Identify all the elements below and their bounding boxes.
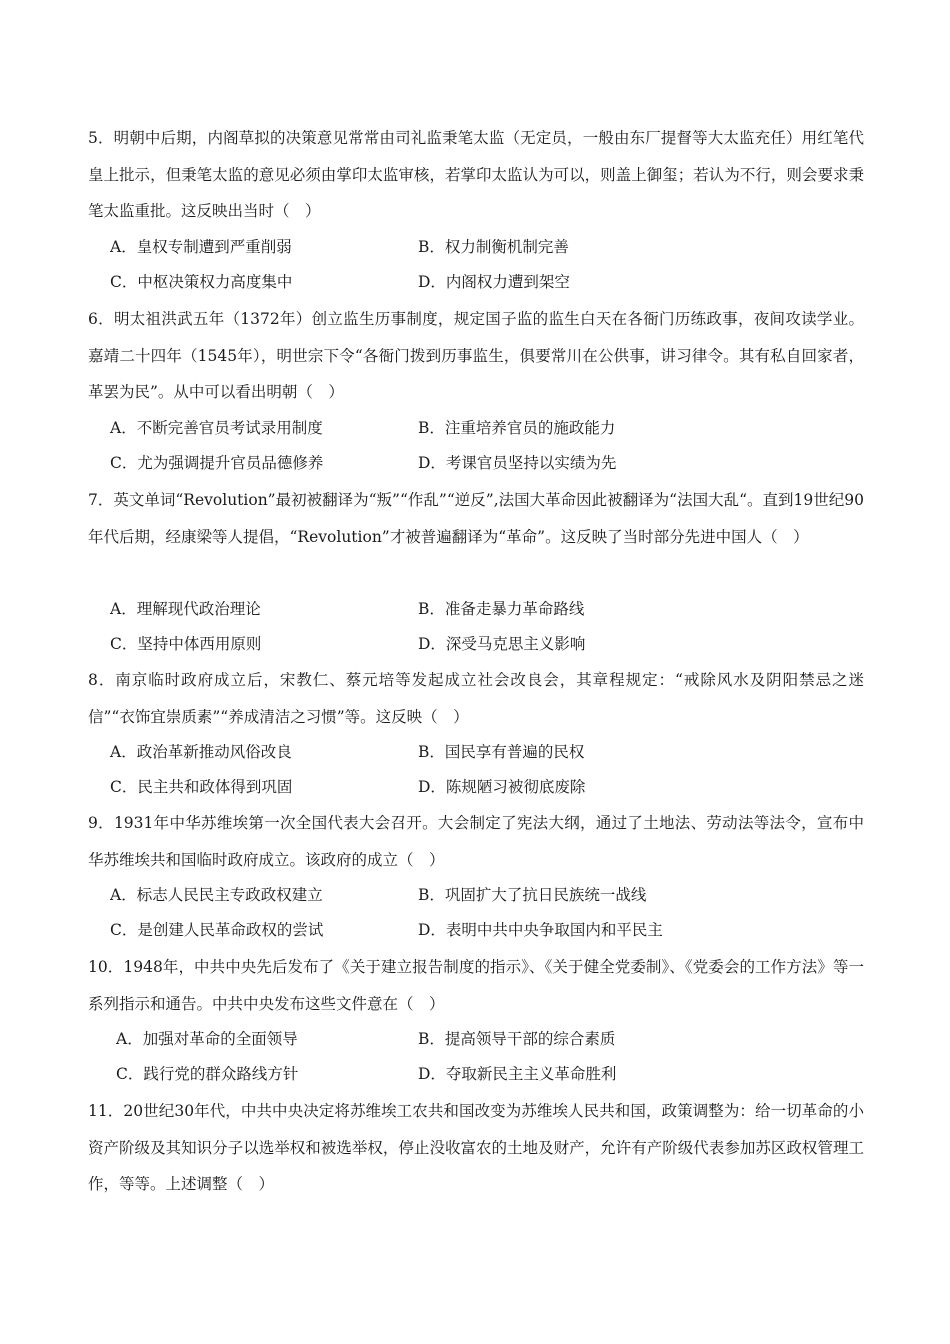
question-10-option-c[interactable]: C．践行党的群众路线方针 [116,1065,299,1083]
question-10-option-d[interactable]: D．夺取新民主主义革命胜利 [418,1065,617,1083]
question-10-option-a[interactable]: A．加强对革命的全面领导 [116,1030,298,1048]
question-10-options-row-1 [116,1022,856,1057]
question-7-option-b[interactable]: B．准备走暴力革命路线 [418,600,585,618]
question-6-option-a[interactable]: A．不断完善官员考试录用制度 [110,419,323,437]
question-8-option-a[interactable]: A．政治革新推动风俗改良 [110,743,292,761]
question-8-stem: 8．南京临时政府成立后，宋教仁、蔡元培等发起成立社会改良会，其章程规定：“戒除风水及阴阳禁忌之迷信”“衣饰宜崇质素”“养成清洁之习惯”等。这反映（ ） [88,671,864,726]
question-5-option-c[interactable]: C．中枢决策权力高度集中 [110,273,293,291]
question-6-stem: 6．明太祖洪武五年（1372年）创立监生历事制度，规定国子监的监生白天在各衙门历练政事，夜间攻读学业。嘉靖二十四年（1545年），明世宗下令“各衙门拨到历事监生，俱要常川在公供事，讲习律令。其有私自回家者，革罢为民”。从中可以看出明朝（ ） [88,310,864,401]
question-9-options-row-2 [110,913,850,948]
question-9-option-b[interactable]: B．巩固扩大了抗日民族统一战线 [418,886,647,904]
question-10-options-row-2 [116,1057,856,1092]
question-7-stem: 7．英文单词“Revolution”最初被翻译为“叛”“作乱”“逆反”,法国大革命因此被翻译为“法国大乱“。直到19世纪90年代后期，经康梁等人提倡，“Revolution”才被普遍翻译为“革命”。这反映了当时部分先进中国人（ ） [88,491,864,546]
question-6-options-row-2 [110,446,850,481]
question-6-option-d[interactable]: D．考课官员坚持以实绩为先 [418,454,617,472]
question-10-option-b[interactable]: B．提高领导干部的综合素质 [418,1030,616,1048]
question-5-option-d[interactable]: D．内阁权力遭到架空 [418,273,570,291]
question-8-option-d[interactable]: D．陈规陋习被彻底废除 [418,778,586,796]
question-6-options-row-1 [110,411,850,446]
question-7-option-a[interactable]: A．理解现代政治理论 [110,600,261,618]
question-8-options-row-2 [110,770,850,805]
question-7-options-row-1 [110,592,850,627]
question-5-options-row-2 [110,265,850,300]
question-9-option-c[interactable]: C．是创建人民革命政权的尝试 [110,921,324,939]
question-7-options-row-2 [110,627,850,662]
question-9-options-row-1 [110,878,850,913]
question-6-option-c[interactable]: C．尤为强调提升官员品德修养 [110,454,324,472]
question-5-option-b[interactable]: B．权力制衡机制完善 [418,238,569,256]
question-8-options-row-1 [110,735,850,770]
question-5-options-row-1 [110,230,850,265]
question-7-option-c[interactable]: C．坚持中体西用原则 [110,635,262,653]
question-9-stem: 9．1931年中华苏维埃第一次全国代表大会召开。大会制定了宪法大纲，通过了土地法、劳动法等法令，宣布中华苏维埃共和国临时政府成立。该政府的成立（ ） [88,814,864,869]
question-8-option-b[interactable]: B．国民享有普遍的民权 [418,743,585,761]
question-5-option-a[interactable]: A．皇权专制遭到严重削弱 [110,238,292,256]
question-9-option-d[interactable]: D．表明中共中央争取国内和平民主 [418,921,663,939]
question-6-option-b[interactable]: B．注重培养官员的施政能力 [418,419,616,437]
question-10-stem: 10．1948年，中共中央先后发布了《关于建立报告制度的指示》、《关于健全党委制》、《党委会的工作方法》等一系列指示和通告。中共中央发布这些文件意在（ ） [88,958,864,1013]
question-5-stem: 5．明朝中后期，内阁草拟的决策意见常常由司礼监秉笔太监（无定员，一般由东厂提督等大太监充任）用红笔代皇上批示，但秉笔太监的意见必须由掌印太监审核，若掌印太监认为可以，则盖上御玺；若认为不行，则会要求秉笔太监重批。这反映出当时（ ） [88,129,864,220]
question-11-stem: 11．20世纪30年代，中共中央决定将苏维埃工农共和国改变为苏维埃人民共和国，政策调整为：给一切革命的小资产阶级及其知识分子以选举权和被选举权，停止没收富农的土地及财产，允许有产阶级代表参加苏区政权管理工作，等等。上述调整（ ） [88,1102,864,1193]
question-9-option-a[interactable]: A．标志人民民主专政政权建立 [110,886,323,904]
question-8-option-c[interactable]: C．民主共和政体得到巩固 [110,778,293,796]
question-7-option-d[interactable]: D．深受马克思主义影响 [418,635,586,653]
